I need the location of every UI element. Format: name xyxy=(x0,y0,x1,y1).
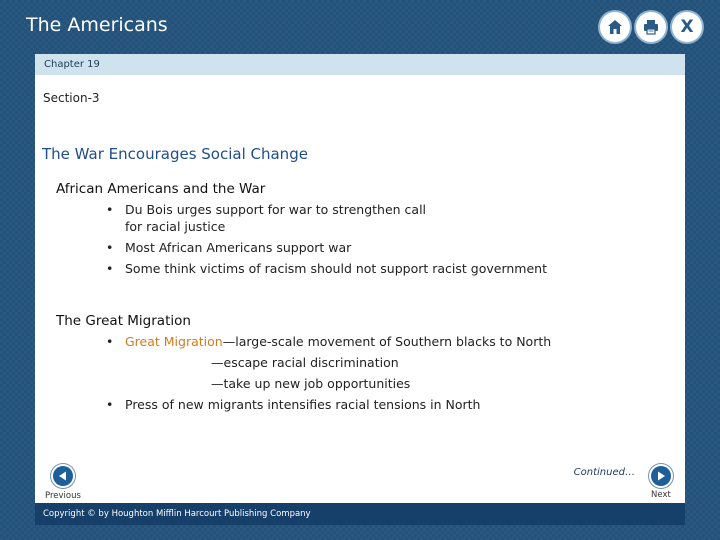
chapter-label: Chapter 19 xyxy=(44,59,100,70)
block-heading: African Americans and the War xyxy=(56,181,266,197)
next-button[interactable] xyxy=(649,464,673,488)
top-toolbar xyxy=(600,12,702,42)
slide-title: The War Encourages Social Change xyxy=(42,145,308,163)
copyright-bar xyxy=(35,503,685,525)
slide-content xyxy=(35,75,685,503)
previous-button[interactable] xyxy=(51,464,75,488)
block-great-migration xyxy=(56,313,551,417)
bullet-text: Most African Americans support war xyxy=(125,240,352,255)
close-button[interactable] xyxy=(672,12,702,42)
copyright-text: Copyright © by Houghton Mifflin Harcourt Publishing Company xyxy=(43,509,311,519)
bullet-text: Du Bois urges support for war to strengthen call xyxy=(125,202,427,217)
home-icon xyxy=(606,18,624,36)
arrow-left-icon xyxy=(51,464,75,488)
sub-point: —take up new job opportunities xyxy=(211,376,411,391)
bullet-list xyxy=(56,333,551,350)
bullet-item xyxy=(106,396,551,413)
continued-label: Continued… xyxy=(573,467,635,478)
next-label: Next xyxy=(651,490,671,500)
sub-point: —escape racial discrimination xyxy=(211,355,399,370)
close-icon: X xyxy=(680,17,694,37)
section-label: Section-3 xyxy=(43,91,100,105)
key-term: Great Migration xyxy=(125,334,223,349)
bullet-item xyxy=(106,239,547,256)
bullet-list xyxy=(56,396,551,413)
bullet-list xyxy=(56,201,547,277)
home-button[interactable] xyxy=(600,12,630,42)
previous-label: Previous xyxy=(45,491,81,501)
arrow-right-icon xyxy=(649,464,673,488)
bullet-text-continued: for racial justice xyxy=(125,219,226,234)
bullet-text: Press of new migrants intensifies racial tensions in North xyxy=(125,397,481,412)
block-heading: The Great Migration xyxy=(56,313,191,329)
bullet-item xyxy=(106,201,547,235)
app-title: The Americans xyxy=(26,14,168,36)
bullet-item xyxy=(106,260,547,277)
block-african-americans xyxy=(56,181,547,281)
bullet-text: Some think victims of racism should not support racist government xyxy=(125,261,547,276)
chapter-bar xyxy=(35,54,685,75)
bullet-item xyxy=(106,333,551,350)
bullet-text: —large-scale movement of Southern blacks to North xyxy=(222,334,552,349)
print-icon xyxy=(642,18,660,36)
print-button[interactable] xyxy=(636,12,666,42)
